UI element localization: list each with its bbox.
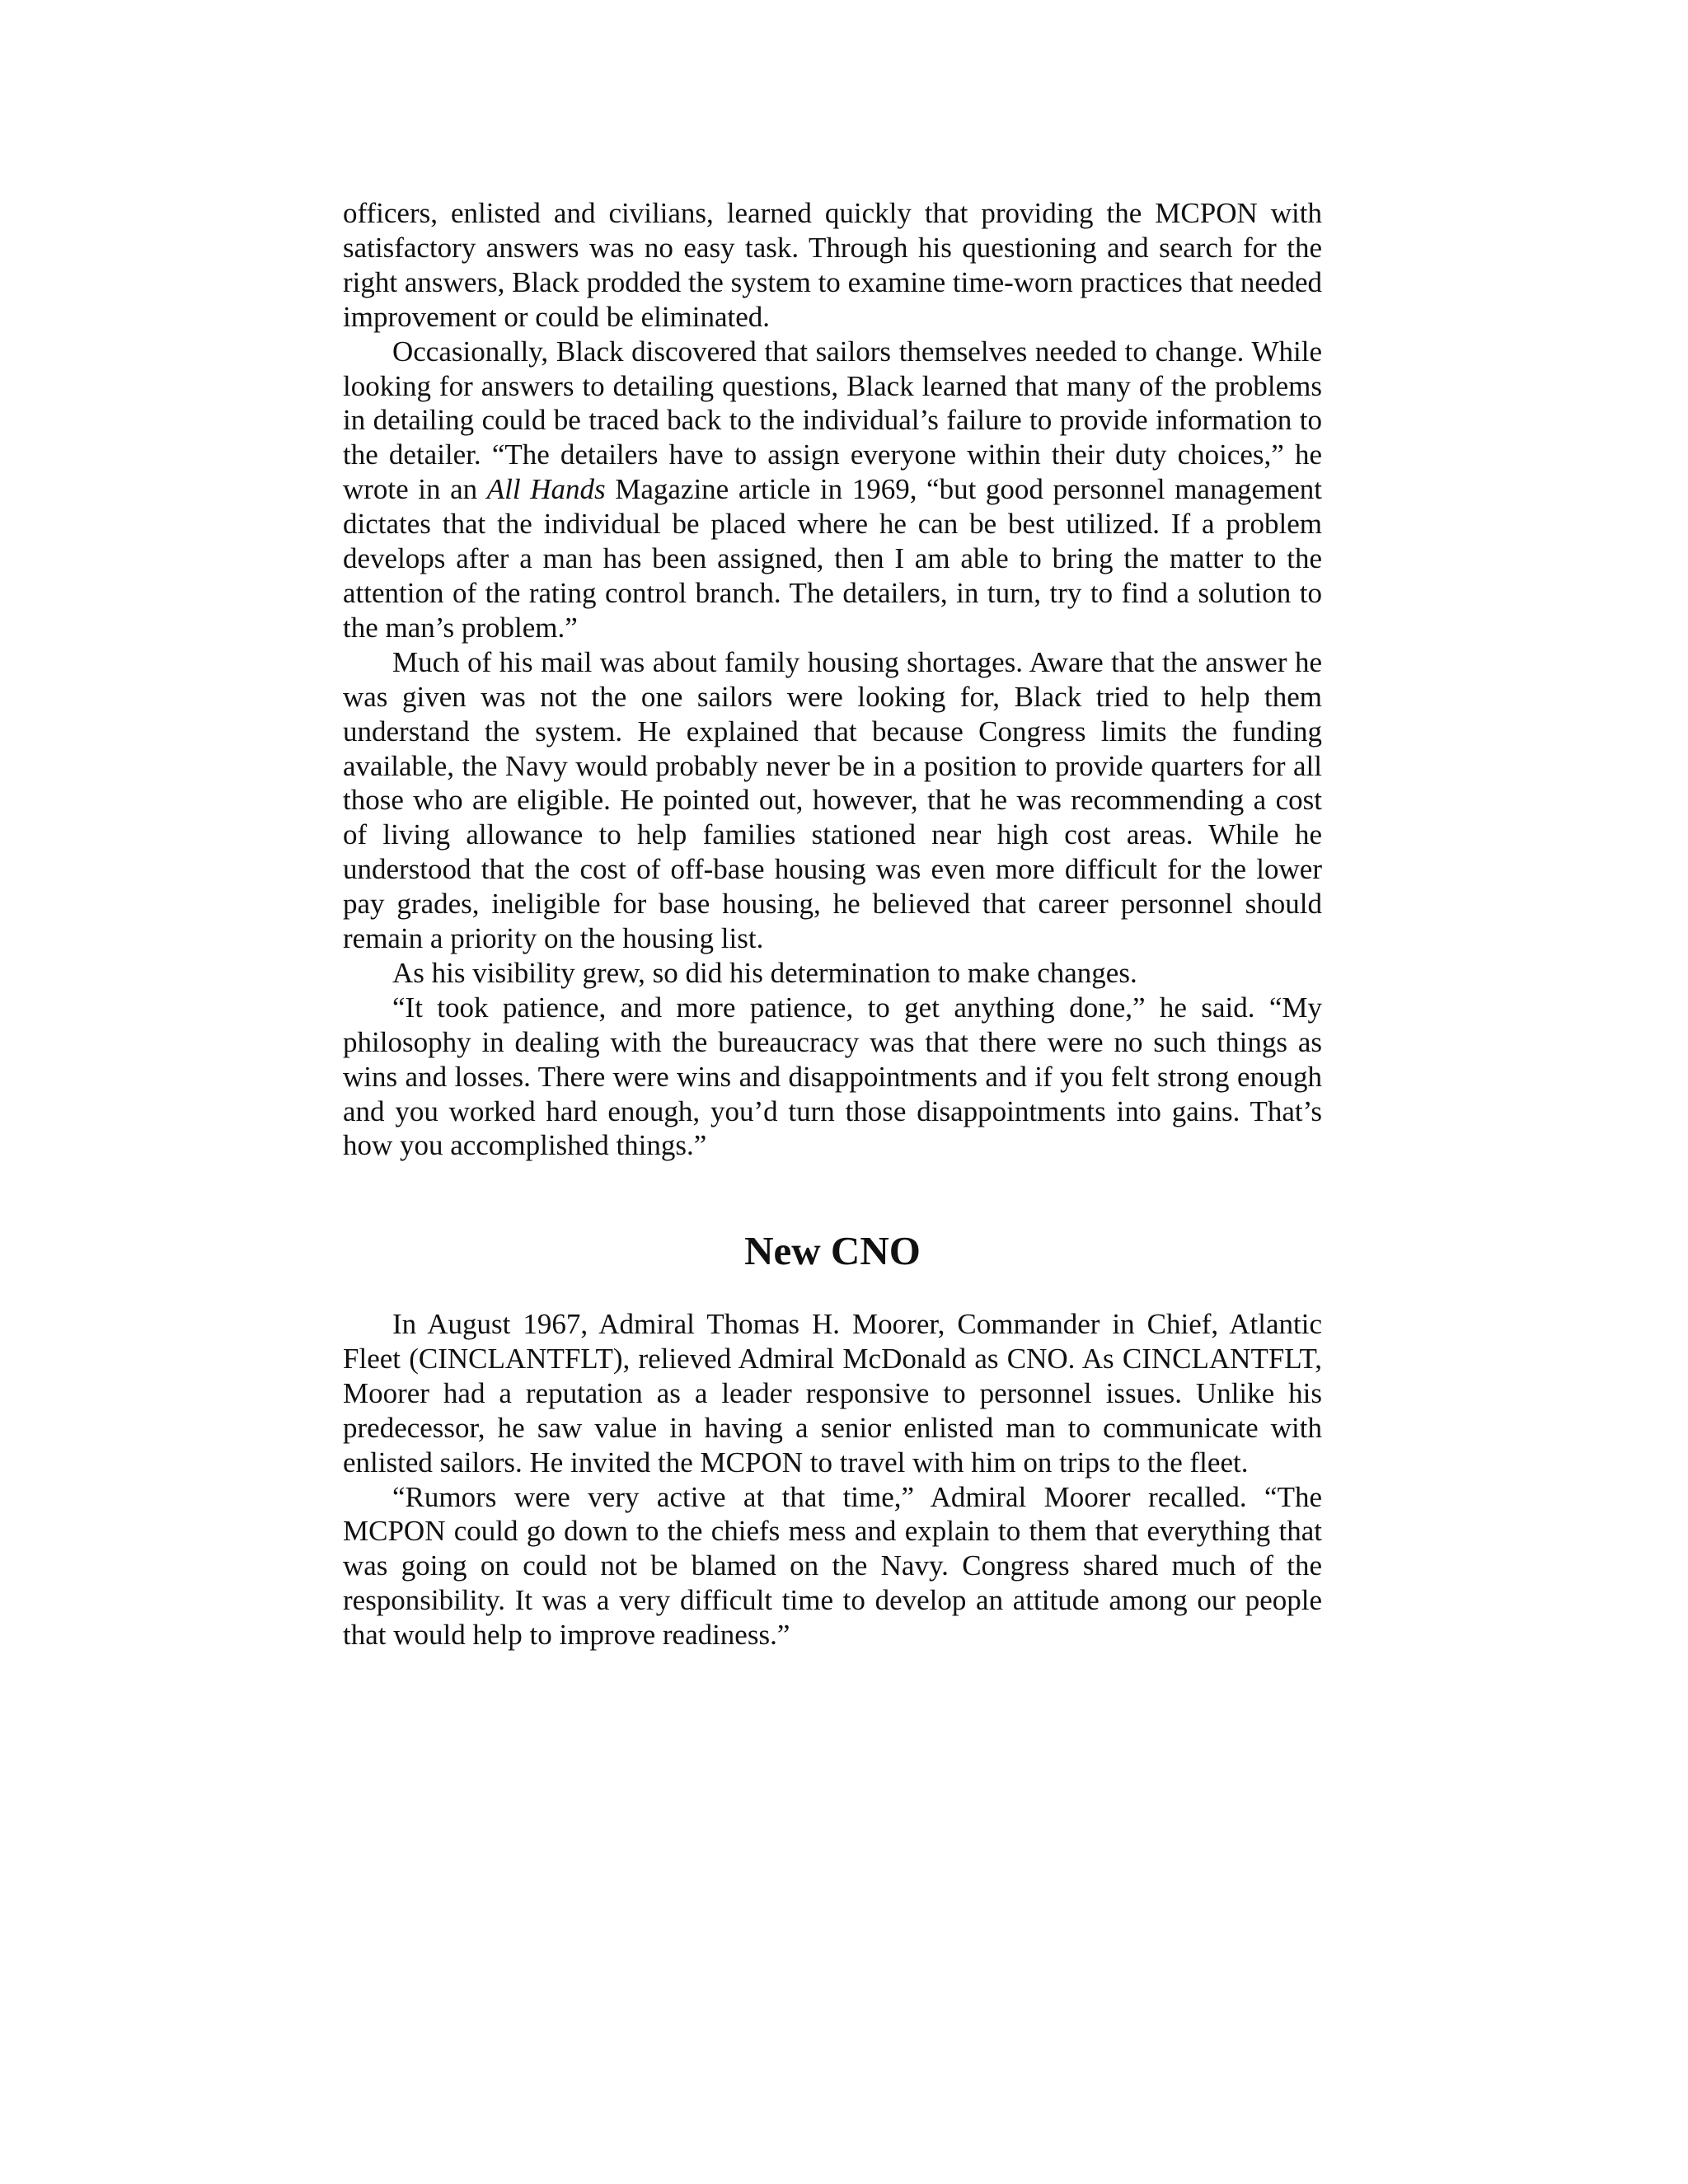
paragraph-rumors-quote: “Rumors were very active at that time,” Admiral Moorer recalled. “The MCPON could go down to the chiefs mess and explain to them that everything that was going on could not be blamed on the Navy. Congress shared much of the responsibility. It was a very difficult time to develop an attitude among our people that would help to improve readiness.” (343, 1480, 1322, 1652)
paragraph-visibility: As his visibility grew, so did his determination to make changes. (392, 956, 1137, 989)
paragraph-continuation: officers, enlisted and civilians, learned quickly that providing the MCPON with satisfactory answers was no easy task. Through his questioning and search for the right answers, Black prodded the system to examine time-worn practices that needed improvement or could be eliminated. (343, 197, 1322, 333)
paragraph-moorer: In August 1967, Admiral Thomas H. Moorer, Commander in Chief, Atlantic Fleet (CINCLANTFLT), relieved Admiral McDonald as CNO. As CINCLANTFLT, Moorer had a reputation as a leader responsive to personnel issues. Unlike his predecessor, he saw value in having a senior enlisted man to communicate with enlisted sailors. He invited the MCPON to travel with him on trips to the fleet. (343, 1308, 1322, 1479)
paragraph-detailing-text-end: Magazine article in 1969, “but good personnel management dictates that the individual be placed where he can be best utilized. If a problem develops after a man has been assigned, then I am able to bring the matter to the attention of the rating control branch. The detailers, in turn, try to find a solution to the man’s problem.” (343, 473, 1323, 644)
section-heading: New CNO (744, 1228, 921, 1273)
body-text-section-2 (343, 1307, 1322, 1652)
body-text-section-1 (343, 196, 1322, 1163)
paragraph-detailing (343, 335, 1322, 645)
paragraph-detailing-text-start: Occasionally, Black discovered that sailors themselves needed to change. While looking for answers to detailing questions, Black learned that many of the problems in detailing could be traced back to the individual’s failure to provide information to the detailer. “The detailers have to assign everyone within their duty choices,” he wrote in an (343, 335, 1322, 506)
paragraph-housing: Much of his mail was about family housing shortages. Aware that the answer he was given was not the one sailors were looking for, Black tried to help them understand the system. He explained that because Congress limits the funding available, the Navy would probably never be in a position to provide quarters for all those who are eligible. He pointed out, however, that he was recommending a cost of living allowance to help families stationed near high cost areas. While he understood that the cost of off-base housing was even more difficult for the lower pay grades, ineligible for base housing, he believed that career personnel should remain a priority on the housing list. (343, 645, 1322, 955)
magazine-title: All Hands (486, 473, 606, 506)
paragraph-patience-quote: “It took patience, and more patience, to get anything done,” he said. “My philosophy in dealing with the bureaucracy was that there were no such things as wins and losses. There were wins and disappointments and if you felt strong enough and you worked hard enough, you’d turn those disappointments into gains. That’s how you accomplished things.” (343, 991, 1322, 1162)
